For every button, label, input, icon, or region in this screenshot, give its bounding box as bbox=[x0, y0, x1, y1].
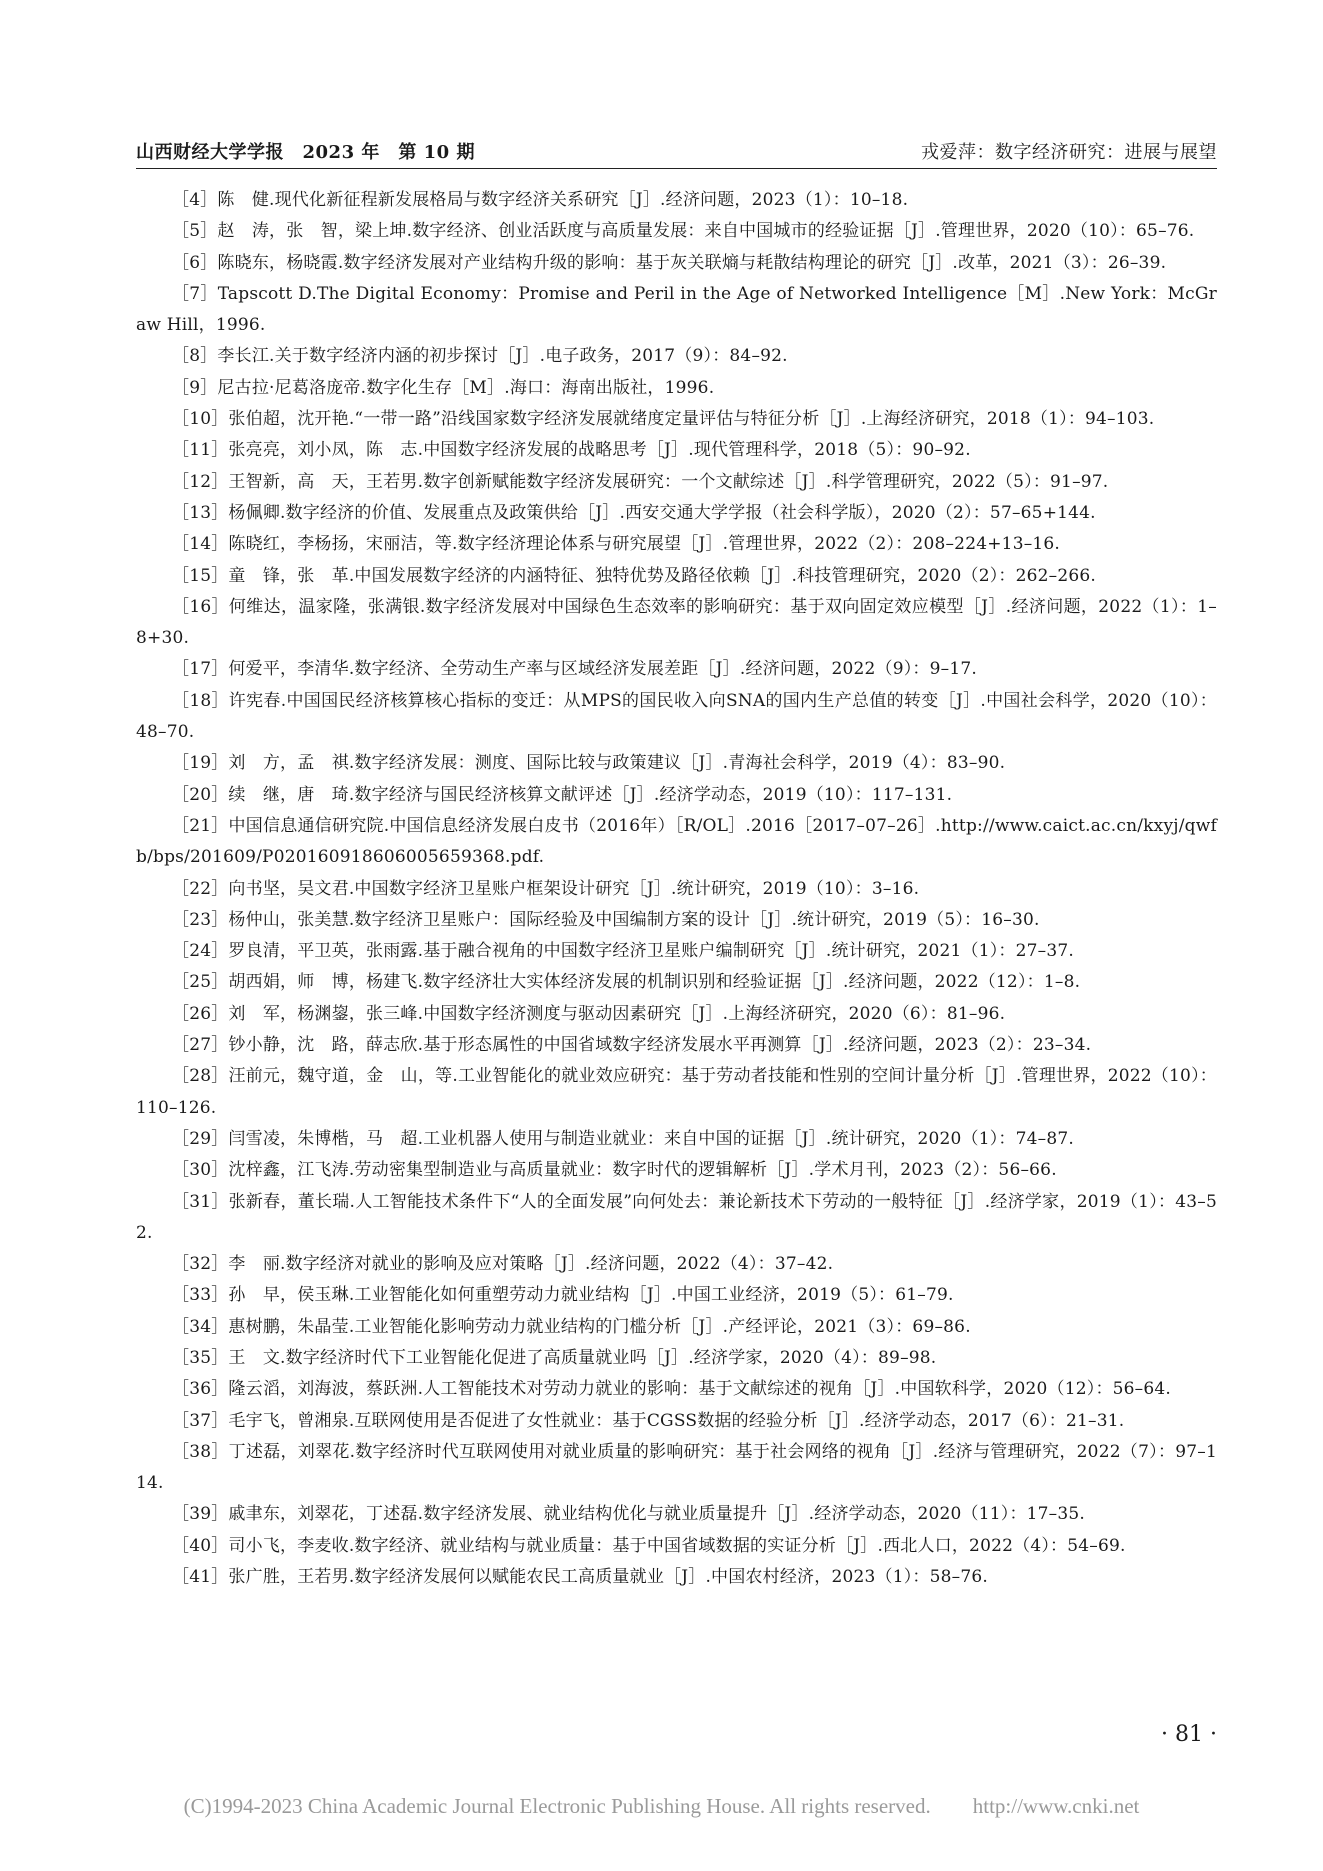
reference-item: ［20］续 继，唐 琦.数字经济与国民经济核算文献评述［J］.经济学动态，2019（10）：117–131. bbox=[172, 784, 953, 805]
reference-item: ［31］张新春，董长瑞.人工智能技术条件下“人的全面发展”向何处去：兼论新技术下劳动的一般特征［J］.经济学家，2019（1）：43–52. bbox=[136, 1191, 1217, 1243]
reference-item: ［13］杨佩卿.数字经济的价值、发展重点及政策供给［J］.西安交通大学学报（社会科学版），2020（2）：57–65+144. bbox=[172, 502, 1096, 523]
reference-item: ［22］向书坚，吴文君.中国数字经济卫星账户框架设计研究［J］.统计研究，2019（10）：3–16. bbox=[172, 878, 920, 899]
reference-item: ［10］张伯超，沈开艳.“一带一路”沿线国家数字经济发展就绪度定量评估与特征分析［J］.上海经济研究，2018（1）：94–103. bbox=[172, 409, 1155, 430]
reference-item: ［11］张亮亮，刘小凤，陈 志.中国数字经济发展的战略思考［J］.现代管理科学，2018（5）：90–92. bbox=[172, 440, 971, 461]
reference-item: ［14］陈晓红，李杨扬，宋丽洁，等.数字经济理论体系与研究展望［J］.管理世界，2022（2）：208–224+13–16. bbox=[172, 534, 1061, 555]
reference-item: ［18］许宪春.中国国民经济核算核心指标的变迁：从MPS的国民收入向SNA的国内生产总值的转变［J］.中国社会科学，2020（10）：48–70. bbox=[136, 690, 1217, 743]
reference-item: ［26］刘 军，杨渊鋆，张三峰.中国数字经济测度与驱动因素研究［J］.上海经济研究，2020（6）：81–96. bbox=[172, 1003, 1006, 1024]
reference-item: ［9］尼古拉·尼葛洛庞帝.数字化生存［M］.海口：海南出版社，1996. bbox=[172, 377, 715, 398]
reference-item: ［35］王 文.数字经济时代下工业智能化促进了高质量就业吗［J］.经济学家，2020（4）：89–98. bbox=[172, 1347, 937, 1368]
reference-item: ［40］司小飞，李麦收.数字经济、就业结构与就业质量：基于中国省域数据的实证分析［J］.西北人口，2022（4）：54–69. bbox=[172, 1535, 1126, 1556]
article-title: 戎爱萍：数字经济研究：进展与展望 bbox=[921, 142, 1217, 163]
reference-item: ［27］钞小静，沈 路，薛志欣.基于形态属性的中国省域数字经济发展水平再测算［J］.经济问题，2023（2）：23–34. bbox=[172, 1035, 1092, 1056]
reference-item: ［4］陈 健.现代化新征程新发展格局与数字经济关系研究［J］.经济问题，2023（1）：10–18. bbox=[172, 190, 909, 210]
reference-list bbox=[136, 185, 1217, 1593]
reference-item: ［38］丁述磊，刘翠花.数字经济时代互联网使用对就业质量的影响研究：基于社会网络的视角［J］.经济与管理研究，2022（7）：97–114. bbox=[136, 1441, 1217, 1494]
journal-title: 山西财经大学学报 2023 年 第 10 期 bbox=[136, 142, 475, 163]
reference-item: ［29］闫雪凌，朱博楷，马 超.工业机器人使用与制造业就业：来自中国的证据［J］.统计研究，2020（1）：74–87. bbox=[172, 1128, 1074, 1149]
reference-item: ［24］罗良清，平卫英，张雨露.基于融合视角的中国数字经济卫星账户编制研究［J］.统计研究，2021（1）：27–37. bbox=[172, 941, 1074, 962]
running-header bbox=[136, 128, 1217, 169]
reference-item: ［33］孙 早，侯玉琳.工业智能化如何重塑劳动力就业结构［J］.中国工业经济，2019（5）：61–79. bbox=[172, 1285, 954, 1306]
reference-item: ［16］何维达，温家隆，张满银.数字经济发展对中国绿色生态效率的影响研究：基于双向固定效应模型［J］.经济问题，2022（1）：1–8+30. bbox=[136, 596, 1217, 649]
reference-item: ［7］Tapscott D.The Digital Economy：Promise and Peril in the Age of Networked Intelligence［M］.New York：McGraw Hill，1996. bbox=[136, 283, 1217, 336]
page-number: · 81 · bbox=[1161, 1722, 1217, 1747]
reference-item: ［37］毛宇飞，曾湘泉.互联网使用是否促进了女性就业：基于CGSS数据的经验分析［J］.经济学动态，2017（6）：21–31. bbox=[172, 1410, 1125, 1431]
reference-item: ［8］李长江.关于数字经济内涵的初步探讨［J］.电子政务，2017（9）：84–92. bbox=[172, 346, 788, 367]
reference-item: ［17］何爱平，李清华.数字经济、全劳动生产率与区域经济发展差距［J］.经济问题，2022（9）：9–17. bbox=[172, 659, 977, 680]
reference-item: ［15］童 锋，张 革.中国发展数字经济的内涵特征、独特优势及路径依赖［J］.科技管理研究，2020（2）：262–266. bbox=[172, 565, 1097, 586]
reference-item: ［21］中国信息通信研究院.中国信息经济发展白皮书（2016年）［R/OL］.2016［2017–07–26］.http://www.caict.ac.cn/kxyj/qwfb/bps/201609/P020160918606005659368.pdf. bbox=[136, 815, 1217, 868]
reference-item: ［5］赵 涛，张 智，梁上坤.数字经济、创业活跃度与高质量发展：来自中国城市的经验证据［J］.管理世界，2020（10）：65–76. bbox=[172, 221, 1195, 242]
reference-item: ［41］张广胜，王若男.数字经济发展何以赋能农民工高质量就业［J］.中国农村经济，2023（1）：58–76. bbox=[172, 1567, 988, 1588]
reference-item: ［36］隆云滔，刘海波，蔡跃洲.人工智能技术对劳动力就业的影响：基于文献综述的视角［J］.中国软科学，2020（12）：56–64. bbox=[172, 1379, 1172, 1400]
reference-item: ［23］杨仲山，张美慧.数字经济卫星账户：国际经验及中国编制方案的设计［J］.统计研究，2019（5）：16–30. bbox=[172, 909, 1040, 930]
reference-item: ［6］陈晓东，杨晓霞.数字经济发展对产业结构升级的影响：基于灰关联熵与耗散结构理论的研究［J］.改革，2021（3）：26–39. bbox=[172, 252, 1167, 273]
copyright-footer: (C)1994-2023 China Academic Journal Electronic Publishing House. All rights reserved. http://www.cnki.net bbox=[183, 1794, 1140, 1818]
reference-item: ［12］王智新，高 天，王若男.数字创新赋能数字经济发展研究：一个文献综述［J］.科学管理研究，2022（5）：91–97. bbox=[172, 471, 1109, 492]
reference-item: ［34］惠树鹏，朱晶莹.工业智能化影响劳动力就业结构的门槛分析［J］.产经评论，2021（3）：69–86. bbox=[172, 1316, 971, 1337]
reference-item: ［28］汪前元，魏守道，金 山，等.工业智能化的就业效应研究：基于劳动者技能和性别的空间计量分析［J］.管理世界，2022（10）：110–126. bbox=[136, 1066, 1217, 1118]
reference-item: ［39］戚聿东，刘翠花，丁述磊.数字经济发展、就业结构优化与就业质量提升［J］.经济学动态，2020（11）：17–35. bbox=[172, 1504, 1086, 1525]
reference-item: ［19］刘 方，孟 祺.数字经济发展：测度、国际比较与政策建议［J］.青海社会科学，2019（4）：83–90. bbox=[172, 753, 1006, 774]
reference-item: ［32］李 丽.数字经济对就业的影响及应对策略［J］.经济问题，2022（4）：37–42. bbox=[172, 1254, 834, 1275]
reference-item: ［30］沈梓鑫，江飞涛.劳动密集型制造业与高质量就业：数字时代的逻辑解析［J］.学术月刊，2023（2）：56–66. bbox=[172, 1160, 1057, 1181]
reference-item: ［25］胡西娟，师 博，杨建飞.数字经济壮大实体经济发展的机制识别和经验证据［J］.经济问题，2022（12）：1–8. bbox=[172, 972, 1081, 993]
